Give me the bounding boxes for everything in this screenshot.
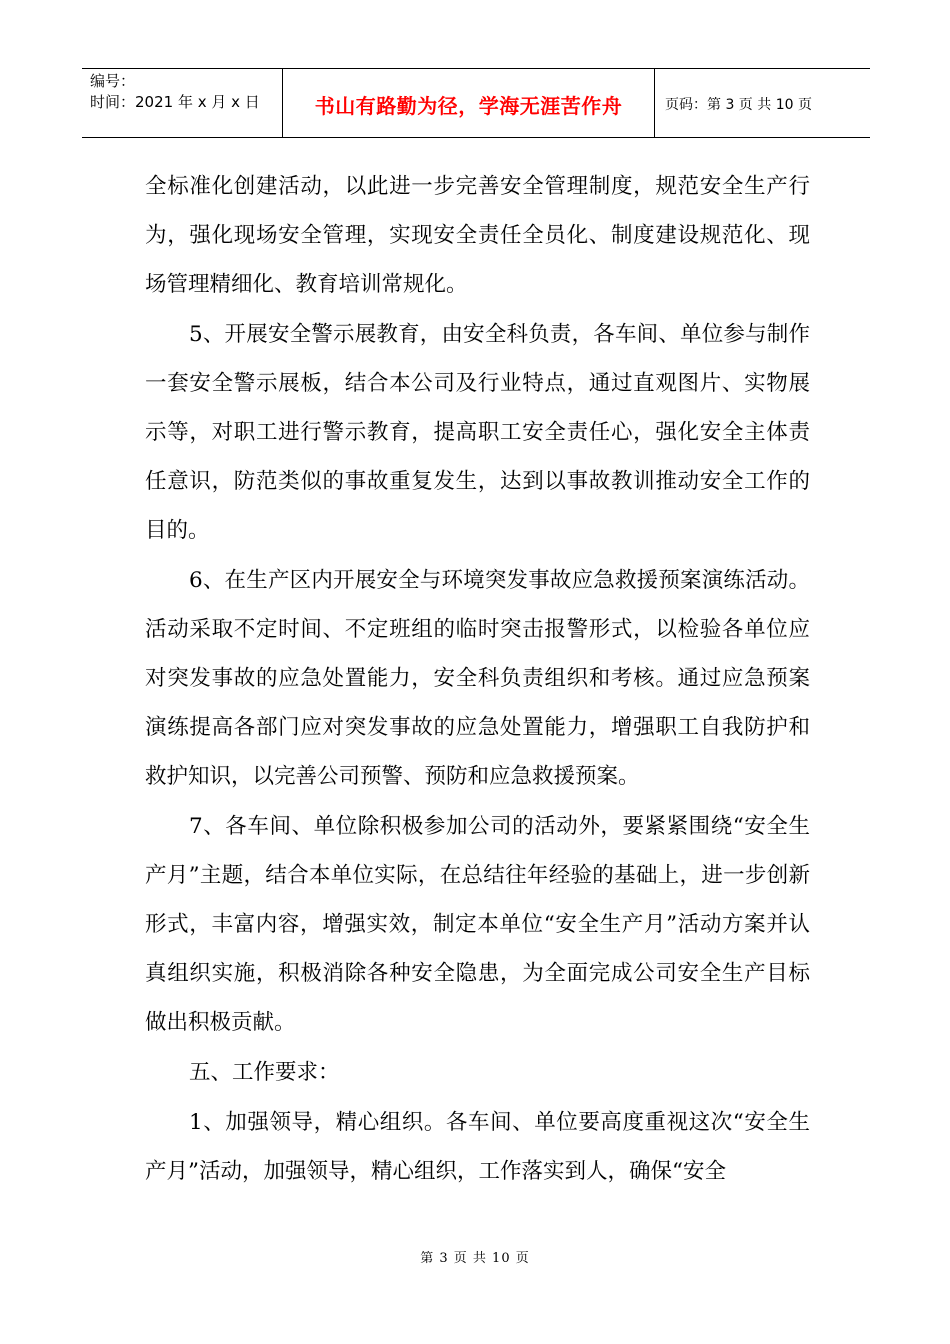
section-heading-work-requirements: 五、工作要求：: [189, 1060, 340, 1085]
paragraph-continuation: 全标准化创建活动，以此进一步完善安全管理制度，规范安全生产行为，强化现场安全管理，实现安全责任全员化、制度建设规范化、现场管理精细化、教育培训常规化。: [145, 174, 810, 297]
page-footer: 第 3 页 共 10 页: [420, 1251, 530, 1266]
document-date: 时间：2021 年 x 月 x 日: [90, 93, 260, 111]
header-motto: 书山有路勤为径，学海无涯苦作舟: [314, 93, 623, 118]
paragraph-item-6: 6、在生产区内开展安全与环境突发事故应急救援预案演练活动。活动采取不定时间、不定班组的临时突击报警形式，以检验各单位应对突发事故的应急处置能力，安全科负责组织和考核。通过应急预案演练提高各部门应对突发事故的应急处置能力，增强职工自我防护和救护知识，以完善公司预警、预防和应急救援预案。: [145, 568, 810, 789]
document-number-label: 编号：: [90, 72, 136, 90]
paragraph-requirement-1: 1、加强领导，精心组织。各车间、单位要高度重视这次“安全生产月”活动，加强领导，精心组织，工作落实到人，确保“安全: [145, 1110, 810, 1184]
header-meta-cell: [82, 69, 283, 137]
paragraph-item-5: 5、开展安全警示展教育，由安全科负责，各车间、单位参与制作一套安全警示展板，结合本公司及行业特点，通过直观图片、实物展示等，对职工进行警示教育，提高职工安全责任心，强化安全主体责任意识，防范类似的事故重复发生，达到以事故教训推动安全工作的目的。: [145, 322, 810, 543]
document-body: [145, 162, 810, 1196]
header-motto-cell: [283, 69, 655, 137]
header-page-cell: [655, 69, 870, 137]
header-page-info: 页码：第 3 页 共 10 页: [665, 97, 812, 113]
page-header: [82, 68, 870, 138]
paragraph-item-7: 7、各车间、单位除积极参加公司的活动外，要紧紧围绕“安全生产月”主题，结合本单位实际，在总结往年经验的基础上，进一步创新形式，丰富内容，增强实效，制定本单位“安全生产月”活动方案并认真组织实施，积极消除各种安全隐患，为全面完成公司安全生产目标做出积极贡献。: [145, 814, 810, 1035]
